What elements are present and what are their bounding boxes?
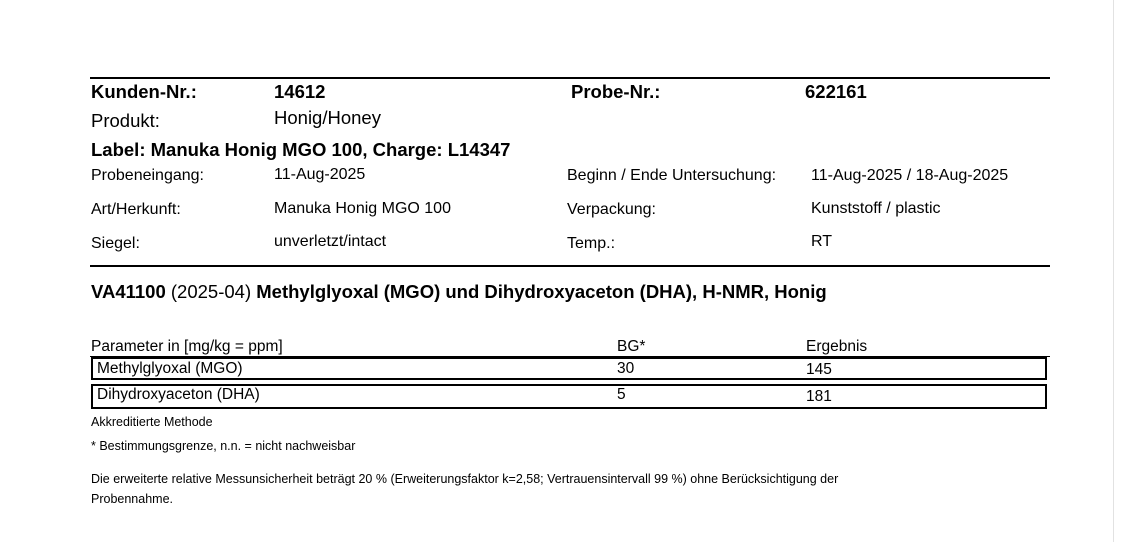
sample-number-value: 622161 [805, 81, 867, 102]
method-heading [91, 283, 827, 302]
customer-number-label: Kunden-Nr.: [91, 81, 197, 102]
row-bg: 5 [617, 386, 626, 403]
column-header-bg: BG* [617, 338, 646, 355]
receipt-value: 11-Aug-2025 [274, 166, 366, 183]
method-version: (2025-04) [170, 281, 252, 302]
temperature-value: RT [811, 233, 833, 250]
uncertainty-note-line1: Die erweiterte relative Messunsicherheit beträgt 20 % (Erweiterungsfaktor k=2,58; Vertrauensintervall 99 %) ohne Berücksichtigung der [91, 472, 839, 486]
row-result: 181 [806, 388, 832, 405]
receipt-label: Probeneingang: [91, 167, 204, 184]
analysis-period-label: Beginn / Ende Untersuchung: [567, 167, 777, 184]
analysis-period-value: 11-Aug-2025 / 18-Aug-2025 [811, 167, 1009, 184]
row-bg: 30 [617, 360, 635, 377]
seal-label: Siegel: [91, 235, 140, 252]
sample-number-label: Probe-Nr.: [571, 81, 661, 102]
footnote: * Bestimmungsgrenze, n.n. = nicht nachweisbar [91, 439, 356, 453]
row-parameter: Dihydroxyaceton (DHA) [97, 386, 260, 403]
top-rule [90, 77, 1050, 79]
uncertainty-note-line2: Probennahme. [91, 492, 174, 506]
customer-number-value: 14612 [274, 81, 326, 102]
method-title: Methylglyoxal (MGO) und Dihydroxyaceton (DHA), H-NMR, Honig [256, 281, 827, 302]
product-label: Produkt: [91, 110, 160, 131]
packaging-value: Kunststoff / plastic [811, 200, 941, 217]
label-line: Label: Manuka Honig MGO 100, Charge: L14347 [91, 139, 511, 160]
page-edge-divider [1113, 0, 1114, 542]
row-result: 145 [806, 361, 832, 378]
packaging-label: Verpackung: [567, 201, 656, 218]
method-code: VA41100 [91, 281, 166, 302]
origin-value: Manuka Honig MGO 100 [274, 200, 451, 217]
origin-label: Art/Herkunft: [91, 201, 181, 218]
section-rule [90, 265, 1050, 267]
column-header-result: Ergebnis [806, 338, 868, 355]
row-parameter: Methylglyoxal (MGO) [97, 360, 243, 377]
column-header-parameter: Parameter in [mg/kg = ppm] [91, 338, 283, 355]
temperature-label: Temp.: [567, 235, 616, 252]
seal-value: unverletzt/intact [274, 233, 387, 250]
accredited-method-note: Akkreditierte Methode [91, 415, 213, 429]
product-value: Honig/Honey [274, 107, 381, 128]
